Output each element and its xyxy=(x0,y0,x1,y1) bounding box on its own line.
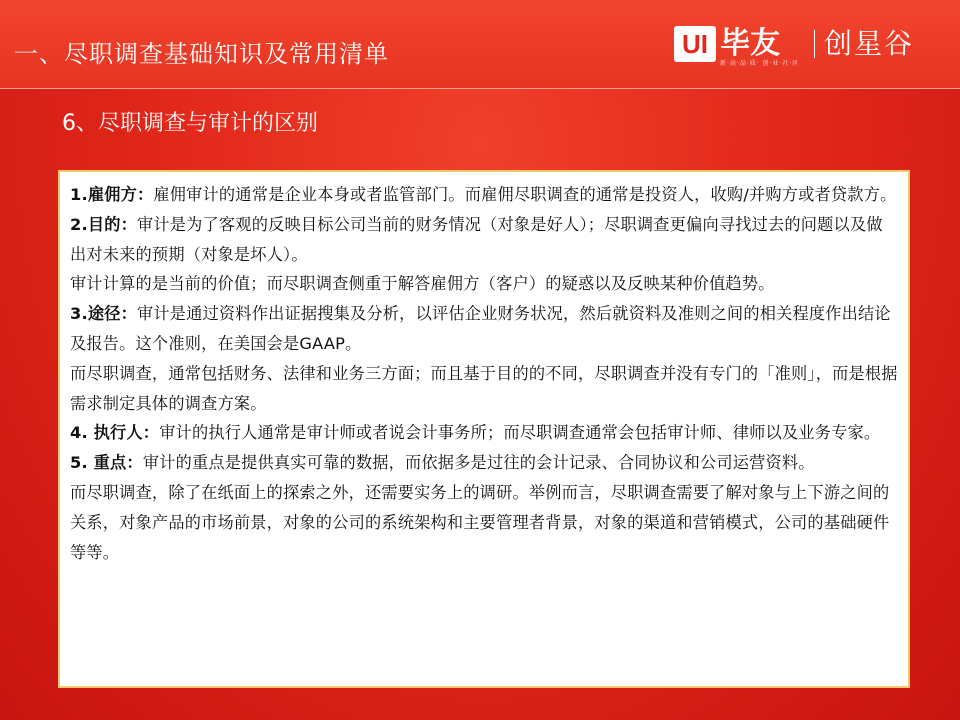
paragraph-text: 而尽职调查，通常包括财务、法律和业务三方面；而且基于目的的不同，尽职调查并没有专门的「准则」，而是根据需求制定具体的调查方案。 xyxy=(70,363,898,413)
paragraph-label: 5. 重点： xyxy=(70,453,143,473)
logo-mark: UI xyxy=(674,26,716,62)
paragraph-approach xyxy=(70,299,898,359)
paragraph-text: 雇佣审计的通常是企业本身或者监管部门。而雇佣尽职调查的通常是投资人，收购/并购方或者贷款方。 xyxy=(153,185,897,204)
paragraph-focus-cont xyxy=(70,478,898,567)
paragraph-purpose xyxy=(70,210,898,270)
paragraph-focus xyxy=(70,448,898,478)
logo-name: 毕友 xyxy=(720,26,780,61)
paragraph-text: 而尽职调查，除了在纸面上的探索之外，还需要实务上的调研。举例而言，尽职调查需要了解对象与上下游之间的关系，对象产品的市场前景，对象的公司的系统架构和主要管理者背景，对象的渠道和营销模式，公司的基础硬件等等。 xyxy=(70,482,890,562)
paragraph-text: 审计的重点是提供真实可靠的数据，而依据多是过往的会计记录、合同协议和公司运营资料。 xyxy=(142,453,815,473)
paragraph-label: 4. 执行人： xyxy=(70,423,160,443)
paragraph-executor xyxy=(70,418,898,448)
paragraph-employer xyxy=(70,180,898,210)
logo-brand: 创星谷 xyxy=(824,27,915,60)
logo-divider xyxy=(814,30,815,58)
paragraph-label: 2.目的： xyxy=(70,214,137,234)
page-title: 一、尽职调查基础知识及常用清单 xyxy=(14,40,389,68)
paragraph-text: 审计是为了客观的反映目标公司当前的财务情况（对象是好人）；尽职调查更偏向寻找过去的问题以及做出对未来的预期（对象是坏人）。 xyxy=(70,214,883,264)
content-box xyxy=(58,170,910,688)
paragraph-approach-cont xyxy=(70,359,898,419)
section-subtitle: 6、尽职调查与审计的区别 xyxy=(62,111,318,136)
header-bar xyxy=(0,0,960,89)
paragraph-purpose-cont xyxy=(70,269,898,299)
paragraph-label: 3.途径： xyxy=(70,304,137,324)
logo-tagline: 新·高·品·质· 创·业·社·区 xyxy=(720,60,800,67)
paragraph-label: 1.雇佣方： xyxy=(70,185,154,204)
paragraph-text: 审计计算的是当前的价值；而尽职调查侧重于解答雇佣方（客户）的疑惑以及反映某种价值趋势。 xyxy=(70,274,775,294)
paragraph-text: 审计的执行人通常是审计师或者说会计事务所；而尽职调查通常会包括审计师、律师以及业务专家。 xyxy=(159,423,881,443)
logo xyxy=(674,24,944,67)
paragraph-text: 审计是通过资料作出证据搜集及分析，以评估企业财务状况，然后就资料及准则之间的相关程度作出结论及报告。这个准则，在美国会是GAAP。 xyxy=(70,304,891,353)
